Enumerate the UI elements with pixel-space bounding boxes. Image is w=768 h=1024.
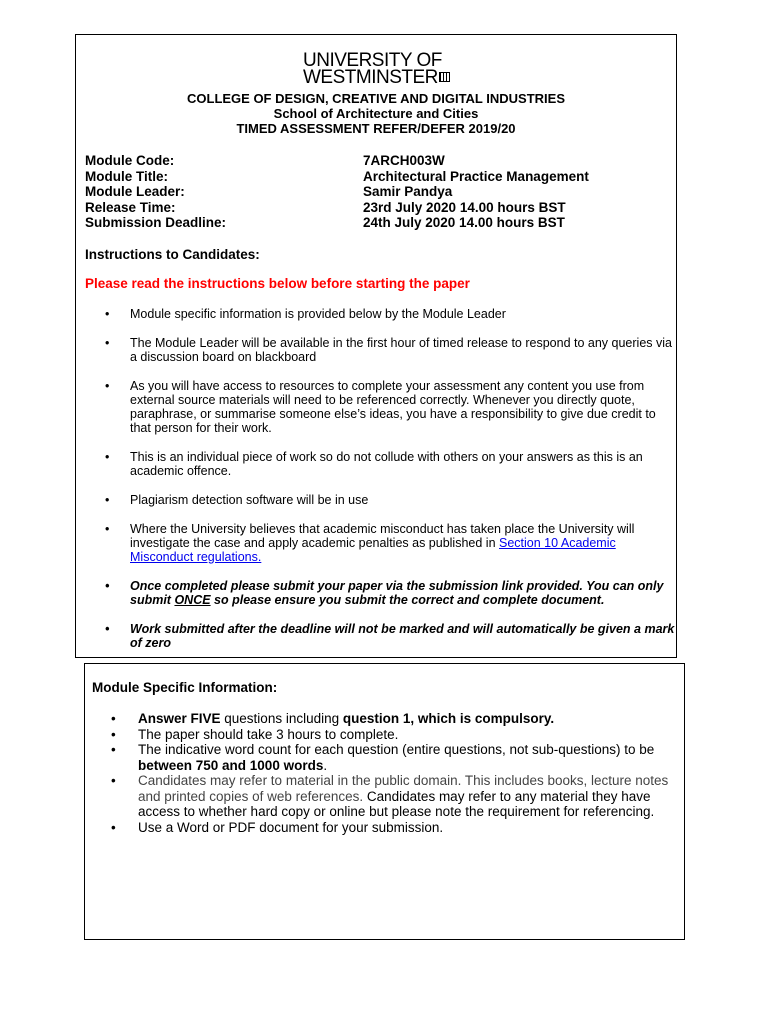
school-name: School of Architecture and Cities xyxy=(273,106,479,121)
logo-line-2 xyxy=(303,69,463,86)
list-item-text: Candidates may refer to material in the public domain. This includes books, lecture notes and printed copies of web references. xyxy=(138,773,669,804)
warning-text: Please read the instructions below before starting the paper xyxy=(85,276,470,291)
list-item-text: Module specific information is provided below by the Module Leader xyxy=(130,307,506,321)
list-item xyxy=(95,773,680,820)
bullet-icon: • xyxy=(105,307,110,321)
meta-row xyxy=(85,200,589,216)
list-item xyxy=(85,379,675,435)
document-header xyxy=(75,91,677,136)
bullet-icon: • xyxy=(105,379,110,393)
list-item-bold: between 750 and 1000 words xyxy=(138,757,324,773)
bullet-icon: • xyxy=(111,726,116,742)
misconduct-regulations-link[interactable]: Section 10 Academic Misconduct regulations. xyxy=(130,536,616,564)
list-item xyxy=(95,711,680,727)
assessment-title: TIMED ASSESSMENT REFER/DEFER 2019/20 xyxy=(236,121,516,136)
module-specific-info-box xyxy=(84,663,685,940)
list-item xyxy=(95,742,680,773)
meta-value: Samir Pandya xyxy=(363,184,453,199)
college-name: COLLEGE OF DESIGN, CREATIVE AND DIGITAL INDUSTRIES xyxy=(187,91,565,106)
list-item-text: The paper should take 3 hours to complete. xyxy=(138,726,399,742)
list-item xyxy=(95,727,680,743)
list-item-text: so please ensure you submit the correct and complete document. xyxy=(210,593,605,607)
bullet-icon: • xyxy=(105,579,110,593)
meta-row xyxy=(85,153,589,169)
list-item-bold: question 1, which is compulsory. xyxy=(342,711,555,726)
bullet-icon: • xyxy=(105,336,110,350)
meta-value: Architectural Practice Management xyxy=(363,168,589,184)
meta-label: Release Time: xyxy=(85,199,176,215)
bullet-icon: • xyxy=(111,773,116,788)
instructions-heading: Instructions to Candidates: xyxy=(85,247,260,262)
list-item-text: This is an individual piece of work so do not collude with others on your answers as this is an academic offence. xyxy=(130,450,643,478)
list-item-text: questions including xyxy=(220,711,343,726)
list-item-text: The indicative word count for each question (entire questions, not sub-questions) to be xyxy=(138,742,655,757)
meta-label: Submission Deadline: xyxy=(85,215,227,230)
logo-line-1: UNIVERSITY OF xyxy=(303,50,442,71)
meta-row xyxy=(85,184,589,200)
meta-value: 7ARCH003W xyxy=(363,153,445,168)
bullet-icon: • xyxy=(105,450,110,464)
instructions-list xyxy=(85,307,675,650)
meta-row xyxy=(85,169,589,185)
list-item-text: . xyxy=(323,757,328,773)
meta-label: Module Title: xyxy=(85,168,168,184)
logo-line-2-text: WESTMINSTER xyxy=(303,67,438,88)
list-item-text: As you will have access to resources to complete your assessment any content you use from external source materials will need to be referenced correctly. Whenever you directly quote, paraphrase, or summarise someone else’s ideas, you have a responsibility to give due credit to that person for their work. xyxy=(130,379,656,435)
bullet-icon: • xyxy=(105,622,110,636)
list-item-text: Where the University believes that academic misconduct has taken place the University will investigate the case and apply academic penalties as published in xyxy=(130,522,635,550)
list-item xyxy=(85,307,675,321)
list-item xyxy=(85,336,675,364)
bullet-icon: • xyxy=(111,742,116,757)
meta-row xyxy=(85,215,589,231)
meta-value: 23rd July 2020 14.00 hours BST xyxy=(363,199,566,215)
bullet-icon: • xyxy=(111,711,116,726)
list-item xyxy=(85,622,675,650)
bullet-icon: • xyxy=(111,819,116,835)
list-item xyxy=(85,579,675,607)
list-item-text: The Module Leader will be available in the first hour of timed release to respond to any queries via a discussion board on blackboard xyxy=(130,336,672,364)
meta-label: Module Code: xyxy=(85,153,175,168)
university-logo xyxy=(303,52,463,86)
list-item-bold: Answer FIVE xyxy=(138,711,221,726)
module-info-list xyxy=(95,711,680,835)
list-item-text: Plagiarism detection software will be in use xyxy=(130,493,369,507)
list-item xyxy=(85,522,675,564)
once-emphasis: ONCE xyxy=(174,593,211,607)
module-meta xyxy=(85,153,589,231)
list-item xyxy=(95,820,680,836)
module-info-title: Module Specific Information: xyxy=(92,680,278,695)
list-item-text: Candidates may refer to any material they have access to whether hard copy or online but please note the requirement for referencing. xyxy=(138,788,655,819)
bullet-icon: • xyxy=(105,493,110,507)
meta-label: Module Leader: xyxy=(85,184,185,199)
crest-icon xyxy=(439,72,450,82)
meta-value: 24th July 2020 14.00 hours BST xyxy=(363,215,565,230)
list-item-text: Use a Word or PDF document for your submission. xyxy=(138,819,444,835)
list-item-text: Once completed please submit your paper via the submission link provided. You can only submit xyxy=(130,579,664,607)
list-item-text: Work submitted after the deadline will not be marked and will automatically be given a mark of zero xyxy=(130,622,675,650)
bullet-icon: • xyxy=(105,522,110,536)
list-item xyxy=(85,450,675,478)
list-item xyxy=(85,493,675,507)
